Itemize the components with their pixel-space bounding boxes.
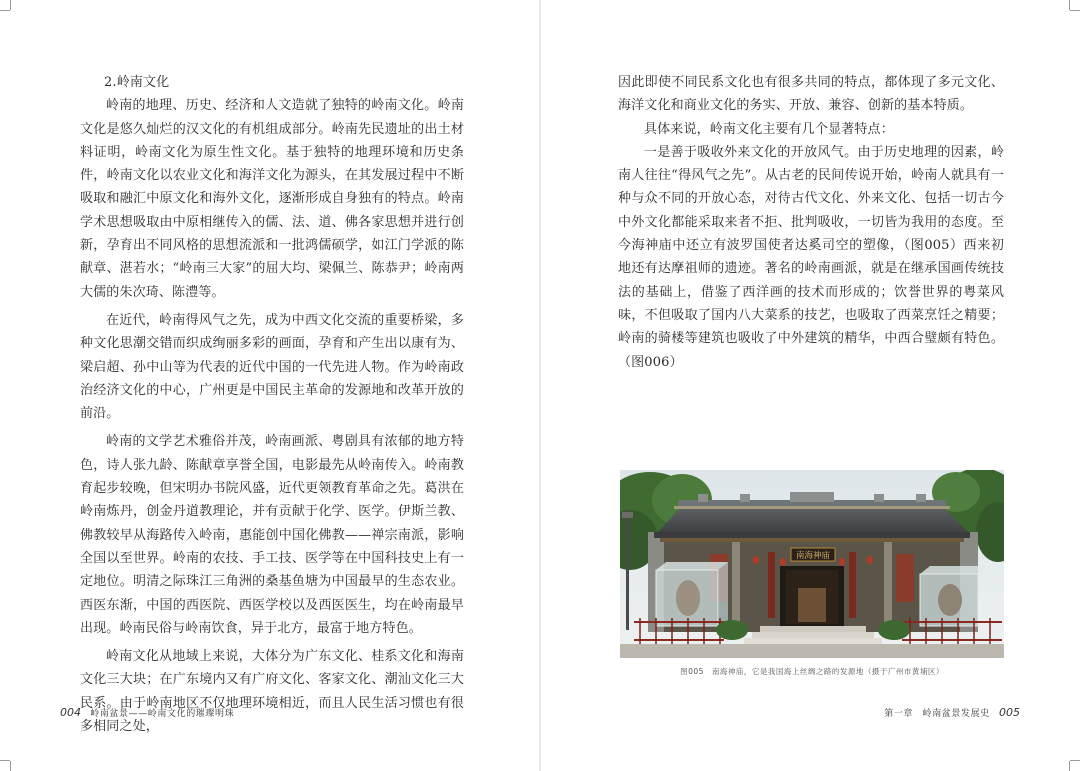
page-number: 005 <box>999 706 1020 719</box>
right-text-column <box>618 71 1004 374</box>
left-text-column <box>80 71 464 738</box>
paragraph: 岭南的地理、历史、经济和人文造就了独特的岭南文化。岭南文化是悠久灿烂的汉文化的有机组成部分。岭南先民遗址的出土材料证明，岭南文化为原生性文化。基于独特的地理环境和历史条件，岭南文化以农业文化和海洋文化为源头，在其发展过程中不断吸取和融汇中原文化和海外文化，逐渐形成自身独有的特点。岭南学术思想吸取由中原相继传入的儒、法、道、佛各家思想并进行创新，孕育出不同风格的思想流派和一批鸿儒硕学，如江门学派的陈献章、湛若水；“岭南三大家”的屈大均、梁佩兰、陈恭尹；岭南两大儒的朱次琦、陈澧等。 <box>80 98 464 300</box>
left-footer <box>60 706 234 719</box>
paragraph: 具体来说，岭南文化主要有几个显著特点： <box>644 121 894 137</box>
right-footer <box>884 706 1020 719</box>
figure-caption: 图005 南海神庙，它是我国海上丝绸之路的发源地（摄于广州市黄埔区） <box>680 667 944 676</box>
paragraph-continuation: 因此即使不同民系文化也有很多共同的特点，都体现了多元文化、海洋文化和商业文化的务实、开放、兼容、创新的基本特质。 <box>618 75 1004 114</box>
paragraph: 在近代，岭南得风气之先，成为中西文化交流的重要桥梁，多种文化思潮交错而织成绚丽多彩的画面，孕育和产生出以康有为、梁启超、孙中山等为代表的近代中国的一代先进人物。作为岭南政治经济文化的中心，广州更是中国民主革命的发源地和改革开放的前沿。 <box>80 312 464 422</box>
running-title: 第一章 岭南盆景发展史 <box>884 709 990 719</box>
page-number: 004 <box>60 706 81 719</box>
temple-photo <box>620 470 1004 658</box>
paragraph: 岭南文化从地域上来说，大体分为广东文化、桂系文化和海南文化三大块；在广东境内又有广府文化、客家文化、潮汕文化三大民系。由于岭南地区不仅地理环境相近，而且人民生活习惯也有很多相同之处， <box>80 649 464 735</box>
right-page <box>540 0 1080 771</box>
paragraph: 一是善于吸收外来文化的开放风气。由于历史地理的因素，岭南人往往“得风气之先”。从古老的民间传说开始，岭南人就具有一种与众不同的开放心态，对待古代文化、外来文化、包括一切古今中外文化都能采取来者不拒、批判吸收，一切皆为我用的态度。至今海神庙中还立有波罗国使者达奚司空的塑像，（图005）西来初地还有达摩祖师的遗迹。著名的岭南画派，就是在继承国画传统技法的基础上，借鉴了西洋画的技术而形成的；饮誉世界的粤菜风味，不但吸取了国内八大菜系的技艺，也吸取了西菜烹饪之精要；岭南的骑楼等建筑也吸收了中外建筑的精华，中西合璧颇有特色。（图006） <box>618 144 1004 370</box>
plaque-text: 南海神庙 <box>795 551 831 561</box>
section-heading: 2.岭南文化 <box>104 75 170 90</box>
paragraph: 岭南的文学艺术雅俗并茂，岭南画派、粤剧具有浓郁的地方特色，诗人张九龄、陈献章享誉全国，电影最先从岭南传入。岭南教育起步较晚，但宋明办书院风盛，近代更领教育革命之先。葛洪在岭南炼丹，创金丹道教理论，并有贡献于化学、医学。伊斯兰教、佛教较早从海路传入岭南，惠能创中国化佛教——禅宗南派，影响全国以至世界。岭南的农技、手工技、医学等在中国科技史上有一定地位。明清之际珠江三角洲的桑基鱼塘为中国最早的生态农业。西医东渐，中国的西医院、西医学校以及西医医生，均在岭南最早出现。岭南民俗与岭南饮食，异于北方，最富于地方特色。 <box>80 434 464 636</box>
running-title: 岭南盆景——岭南文化的璀璨明珠 <box>90 709 235 719</box>
